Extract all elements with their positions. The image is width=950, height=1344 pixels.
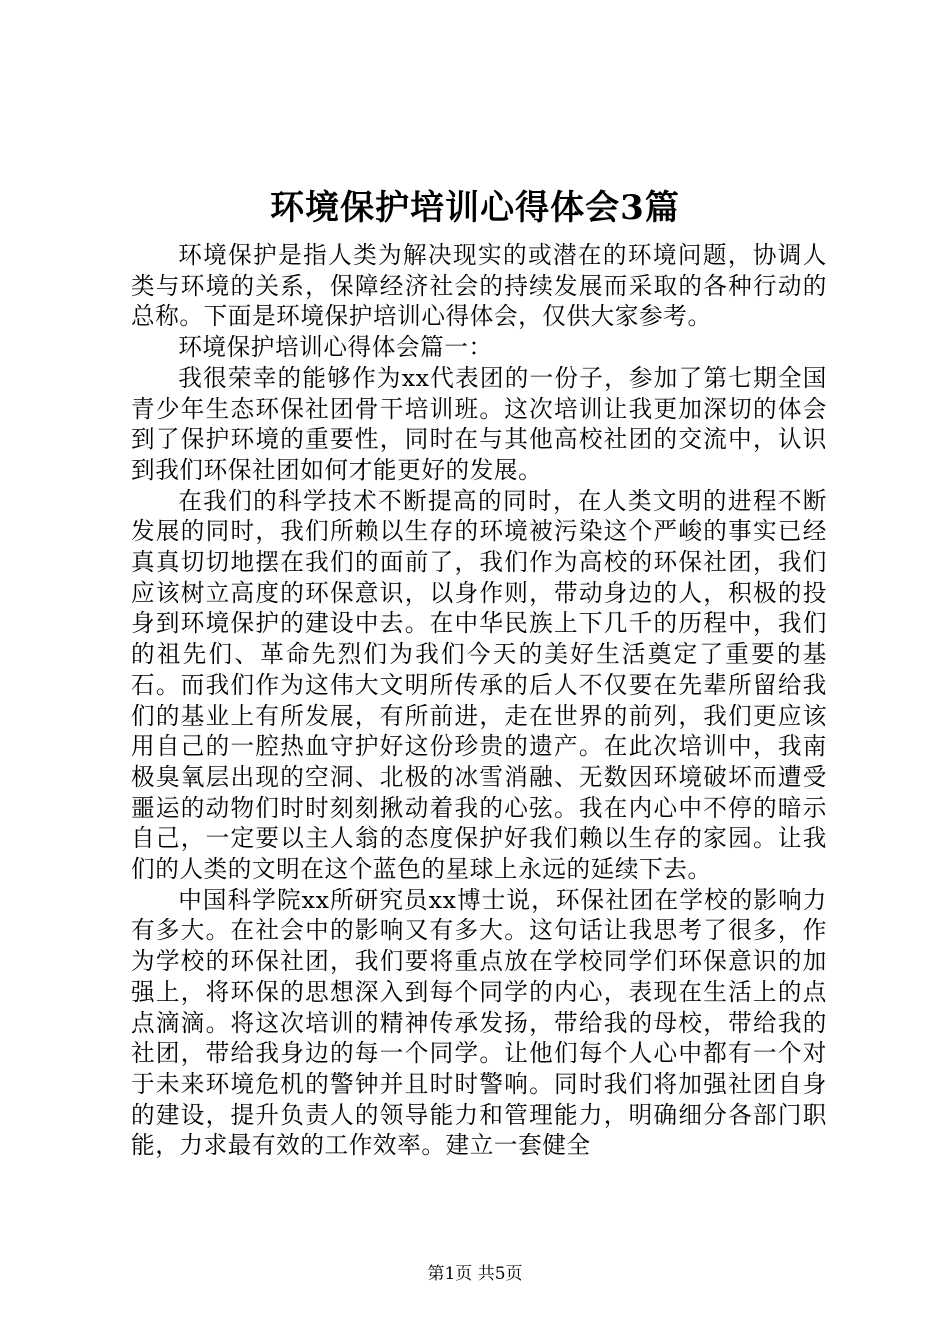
- document-body: [131, 240, 827, 1161]
- section-heading: 环境保护培训心得体会篇一：: [178, 333, 493, 362]
- body-paragraph: 中国科学院xx所研究员xx博士说，环保社团在学校的影响力有多大。在社会中的影响又有多大。这句话让我思考了很多，作为学校的环保社团，我们要将重点放在学校同学们环保意识的加强上，将环保的思想深入到每个同学的内心，表现在生活上的点点滴滴。将这次培训的精神传承发扬，带给我的母校，带给我的社团，带给我身边的每一个同学。让他们每个人心中都有一个对于未来环境危机的警钟并且时时警响。同时我们将加强社团自身的建设，提升负责人的领导能力和管理能力，明确细分各部门职能，力求最有效的工作效率。建立一套健全: [131, 885, 827, 1160]
- body-paragraph: 我很荣幸的能够作为xx代表团的一份子，参加了第七期全国青少年生态环保社团骨干培训班。这次培训让我更加深切的体会到了保护环境的重要性，同时在与其他高校社团的交流中，认识到我们环保社团如何才能更好的发展。: [131, 363, 827, 484]
- body-paragraph: 在我们的科学技术不断提高的同时，在人类文明的进程不断发展的同时，我们所赖以生存的环境被污染这个严峻的事实已经真真切切地摆在我们的面前了，我们作为高校的环保社团，我们应该树立高度的环保意识，以身作则，带动身边的人，积极的投身到环境保护的建设中去。在中华民族上下几千的历程中，我们的祖先们、革命先烈们为我们今天的美好生活奠定了重要的基石。而我们作为这伟大文明所传承的后人不仅要在先辈所留给我们的基业上有所发展，有所前进，走在世界的前列，我们更应该用自己的一腔热血守护好这份珍贵的遗产。在此次培训中，我南极臭氧层出现的空洞、北极的冰雪消融、无数因环境破坏而遭受噩运的动物们时时刻刻揪动着我的心弦。我在内心中不停的暗示自己，一定要以主人翁的态度保护好我们赖以生存的家园。让我们的人类的文明在这个蓝色的星球上永远的延续下去。: [131, 486, 827, 884]
- intro-paragraph: 环境保护是指人类为解决现实的或潜在的环境问题，协调人类与环境的关系，保障经济社会的持续发展而采取的各种行动的总称。下面是环境保护培训心得体会，仅供大家参考。: [131, 241, 827, 331]
- page-footer: 第1页 共5页: [427, 1264, 523, 1284]
- document-title: 环境保护培训心得体会3篇: [270, 188, 680, 228]
